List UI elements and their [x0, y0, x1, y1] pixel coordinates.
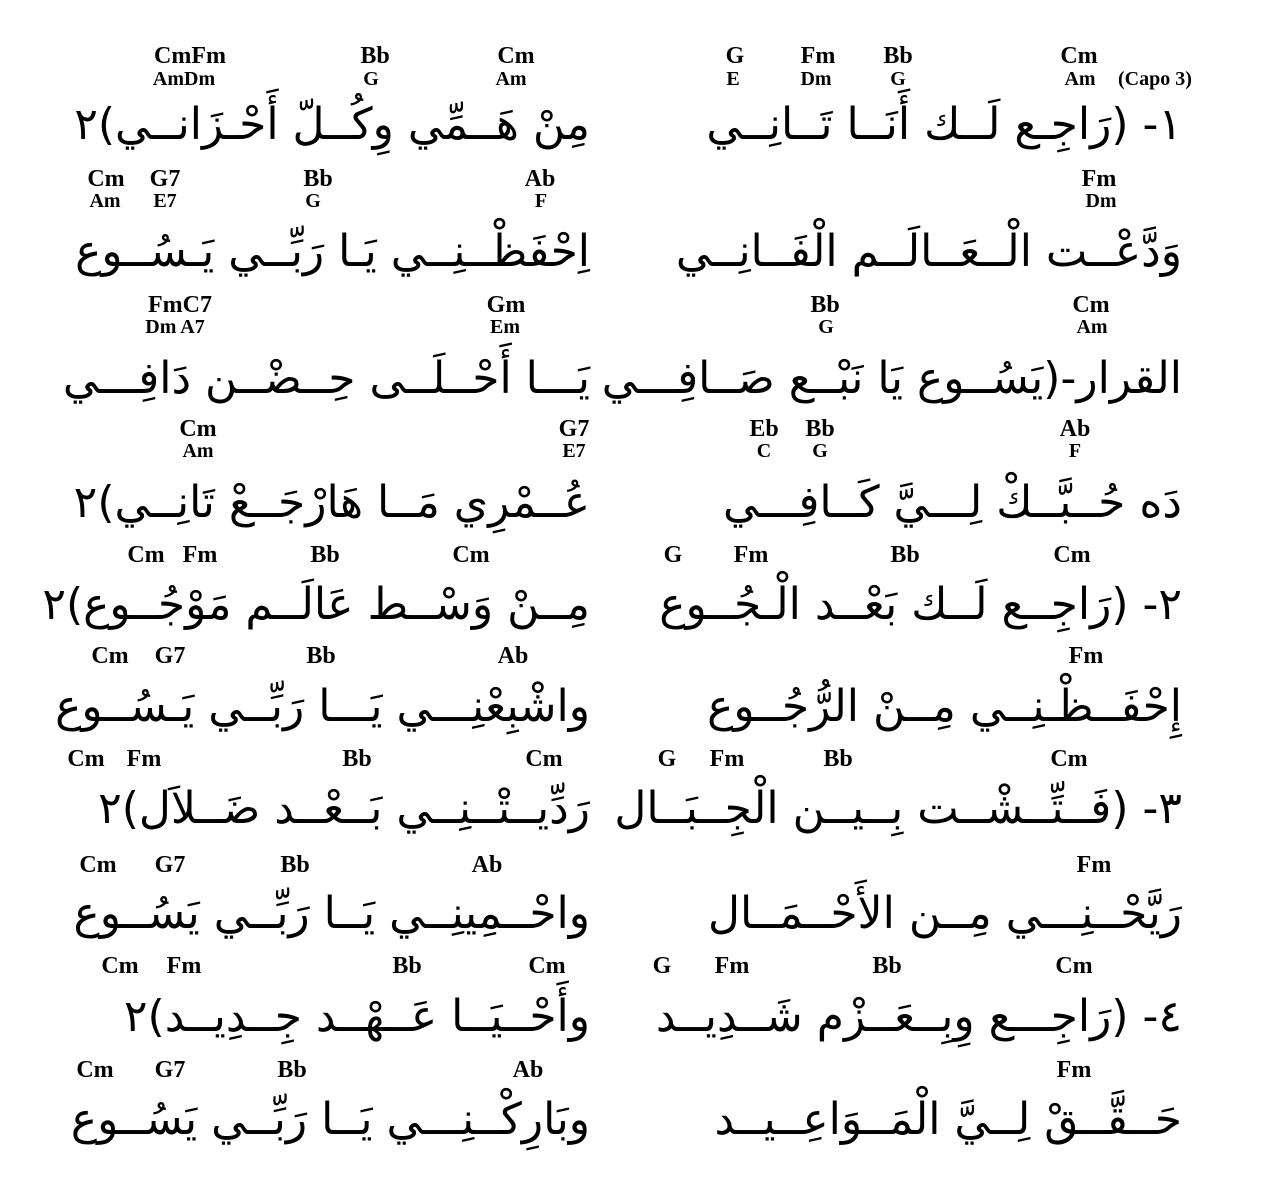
- chord: G: [663, 542, 683, 568]
- chord: Cm: [1060, 43, 1098, 69]
- capo-chord: G: [363, 68, 379, 90]
- lyric-line-left: اِحْفَظْــنِــي يَـا رَبِّــي يَـسُــوع: [75, 226, 590, 277]
- capo-chord: Dm A7: [145, 316, 205, 338]
- lyric-line-left: واحْــمِينِــي يَــا رَبِّــي يَسُــوع: [73, 888, 590, 939]
- chord: Cm: [79, 852, 117, 878]
- chord: Ab: [1059, 416, 1091, 442]
- chord: Fm: [800, 43, 836, 69]
- lyric-line-right: ١- (رَاجِـع لَــك أَنَــا تَــانِــي: [706, 99, 1182, 150]
- chord: G7: [154, 852, 186, 878]
- lyric-line-left: واشْبِعْنِـــي يَـــا رَبِّــي يَـسُــوع: [55, 681, 590, 732]
- chord: Cm: [1055, 953, 1093, 979]
- chord: Ab: [524, 166, 556, 192]
- lyric-line-left: يَـــا أَحْــلَــى حِــضْــن دَافِـــي: [62, 353, 590, 404]
- chord: Cm: [127, 542, 165, 568]
- chord: Gm: [486, 292, 526, 318]
- chord: Cm: [1053, 542, 1091, 568]
- lyric-line-left: مِــنْ وَسْــط عَالَــم مَوْجُــوع)٢: [42, 579, 590, 630]
- chord: G: [652, 953, 672, 979]
- chord: Bb: [823, 746, 853, 772]
- chord: Bb: [310, 542, 340, 568]
- chord: Eb: [749, 416, 779, 442]
- chord: Cm: [525, 746, 563, 772]
- chord: Cm: [87, 166, 125, 192]
- lyric-line-right: ٣- (فَــتِّــشْــت بِــيــن الْجِــبَــال: [614, 783, 1182, 834]
- lyric-line-right: القرار-(يَسُــوع يَا نَبْــع صَــافِـــي: [601, 353, 1182, 404]
- chord: FmC7: [148, 292, 212, 318]
- chord: Cm: [76, 1057, 114, 1083]
- lyric-line-right: ٤- (رَاجِـــع وِبِــعَــزْم شَــدِيــد: [655, 991, 1182, 1042]
- capo-chord: C: [756, 440, 772, 462]
- chord: Bb: [810, 292, 840, 318]
- chord: Bb: [883, 43, 913, 69]
- chord: Bb: [306, 643, 336, 669]
- capo-chord: Am: [495, 68, 527, 90]
- capo-note: (Capo 3): [1118, 68, 1192, 90]
- lyric-line-right: حَــقَّــقْ لِــيَّ الْمَــوَاعِــيــد: [714, 1094, 1182, 1145]
- chord: G7: [149, 166, 181, 192]
- chord: Bb: [872, 953, 902, 979]
- chord: Bb: [890, 542, 920, 568]
- capo-chord: Am: [1076, 316, 1108, 338]
- lyric-line-right: إِحْفَــظْـنِــي مِــنْ الرُّجُــوع: [707, 681, 1182, 732]
- capo-chord: AmDm: [152, 68, 216, 90]
- chord: Bb: [303, 166, 333, 192]
- capo-chord: Dm: [1085, 190, 1117, 212]
- capo-chord: G: [305, 190, 321, 212]
- chord: Cm: [91, 643, 129, 669]
- lyric-line-left: وبَارِكْــنِـــي يَــا رَبِّــي يَسُــوع: [70, 1094, 590, 1145]
- capo-chord: Dm: [800, 68, 832, 90]
- chord: Fm: [1068, 643, 1104, 669]
- capo-chord: Am: [182, 440, 214, 462]
- chord: G7: [558, 416, 590, 442]
- capo-chord: Em: [490, 316, 520, 338]
- chord: Bb: [805, 416, 835, 442]
- chord: Cm: [101, 953, 139, 979]
- chord: Fm: [166, 953, 202, 979]
- chord: Bb: [392, 953, 422, 979]
- chord: Fm: [714, 953, 750, 979]
- lyric-line-left: مِنْ هَــمِّي وِكُــلّ أَحْـزَانــي)٢: [74, 99, 590, 150]
- lyric-line-right: دَه حُــبَّــكْ لِـــيَّ كَــافِـــي: [723, 477, 1182, 528]
- lyric-line-left: رَدِّيــتْــنِــي بَــعْــد ضَــلاَل)٢: [98, 783, 590, 834]
- capo-chord: E7: [562, 440, 586, 462]
- chord: Fm: [733, 542, 769, 568]
- chord: Fm: [182, 542, 218, 568]
- chord: Ab: [471, 852, 503, 878]
- capo-chord: F: [1068, 440, 1082, 462]
- chord: G: [725, 43, 745, 69]
- chord: Fm: [1056, 1057, 1092, 1083]
- chord: Cm: [528, 953, 566, 979]
- capo-chord: G: [812, 440, 828, 462]
- lyric-line-right: رَيَّحْــنِـــي مِــن الأَحْــمَــال: [707, 888, 1182, 939]
- lyric-line-left: عُــمْرِي مَــا هَارْجَــعْ تَانِــي)٢: [73, 477, 590, 528]
- capo-chord: Am: [89, 190, 121, 212]
- capo-chord: E7: [153, 190, 177, 212]
- lyric-line-right: ٢- (رَاجِــع لَــك بَعْــد الْـجُــوع: [659, 579, 1182, 630]
- capo-chord: G: [818, 316, 834, 338]
- chord: Ab: [512, 1057, 544, 1083]
- chord: Cm: [179, 416, 217, 442]
- chord: Cm: [452, 542, 490, 568]
- chord: CmFm: [154, 43, 226, 69]
- chord: G7: [154, 1057, 186, 1083]
- chord: Ab: [497, 643, 529, 669]
- capo-chord: Am: [1064, 68, 1096, 90]
- chord: Fm: [1081, 166, 1117, 192]
- chord: Cm: [497, 43, 535, 69]
- capo-chord: G: [890, 68, 906, 90]
- chord: Bb: [342, 746, 372, 772]
- chord: Cm: [67, 746, 105, 772]
- chord: Cm: [1050, 746, 1088, 772]
- capo-chord: F: [534, 190, 548, 212]
- chord: Bb: [360, 43, 390, 69]
- chord: G7: [154, 643, 186, 669]
- chord: G: [657, 746, 677, 772]
- capo-chord: E: [726, 68, 740, 90]
- chord: Fm: [126, 746, 162, 772]
- chord: Cm: [1072, 292, 1110, 318]
- lyric-line-right: وَدَّعْــت الْــعَــالَــم الْفَــانِــي: [675, 226, 1182, 277]
- chord: Fm: [1076, 852, 1112, 878]
- chord: Bb: [280, 852, 310, 878]
- lyric-line-left: وأَحْــيَــا عَــهْــد جِــدِيــد)٢: [123, 991, 590, 1042]
- chord: Fm: [709, 746, 745, 772]
- chord: Bb: [277, 1057, 307, 1083]
